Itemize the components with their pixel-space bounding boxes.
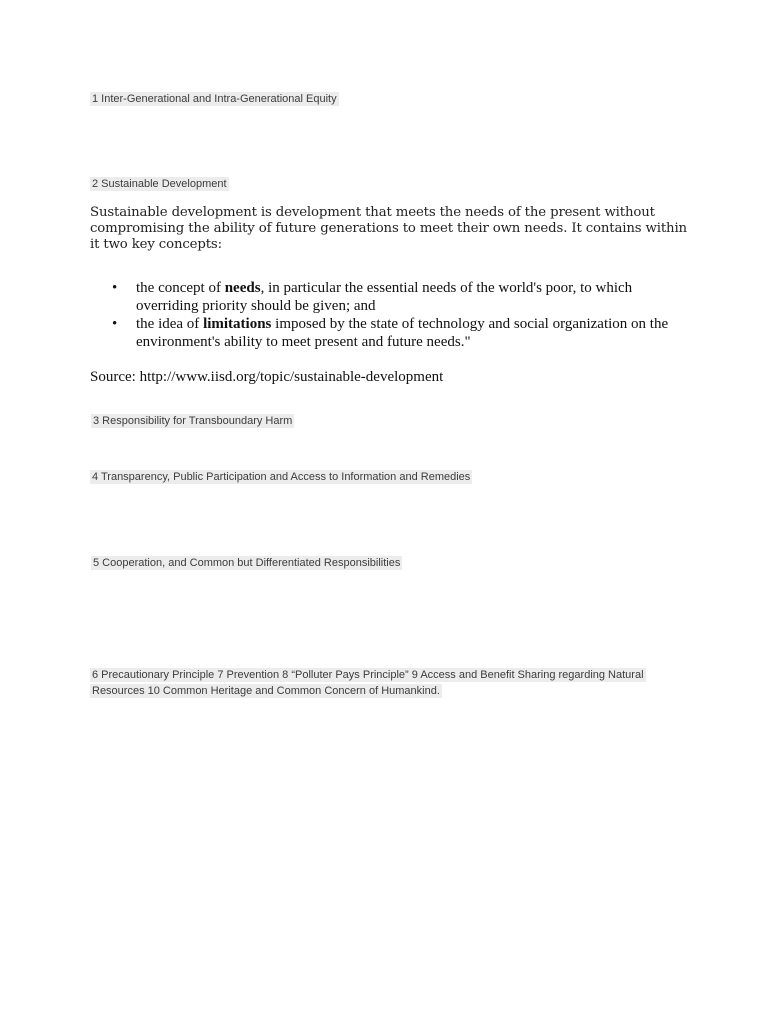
list-item-bold-term: needs bbox=[224, 280, 261, 296]
section-heading-5-text: 5 Cooperation, and Common but Differentiated Responsibilities bbox=[93, 557, 401, 569]
key-concepts-list bbox=[90, 279, 690, 351]
list-item-text-start: the concept of bbox=[136, 280, 225, 296]
section-heading-2-text: 2 Sustainable Development bbox=[92, 178, 227, 190]
section-heading-6-10 bbox=[90, 667, 680, 699]
bullet-icon: • bbox=[112, 280, 118, 296]
list-item-text-end: imposed by the state of technology and social organization on the environment's ability to meet present and future needs." bbox=[136, 316, 669, 350]
list-item-bold-term: limitations bbox=[203, 316, 272, 332]
section-heading-3-text: 3 Responsibility for Transboundary Harm bbox=[93, 415, 293, 427]
section-heading-3 bbox=[91, 413, 294, 429]
list-item-text-start: the idea of bbox=[136, 316, 204, 332]
definition-paragraph: Sustainable development is development that meets the needs of the present without compromising the ability of future generations to meet their own needs. It contains within it two key concepts: bbox=[90, 205, 687, 252]
list-item bbox=[90, 279, 690, 315]
section-heading-1-text: 1 Inter-Generational and Intra-Generational Equity bbox=[92, 93, 337, 105]
section-heading-2 bbox=[90, 176, 229, 192]
section-heading-5 bbox=[91, 555, 402, 571]
section-heading-6-10-text: 6 Precautionary Principle 7 Prevention 8 “Polluter Pays Principle” 9 Access and Benefit Sharing regarding Natural Resources 10 Common Heritage and Common Concern of Humankind. bbox=[92, 669, 644, 697]
section-heading-1 bbox=[90, 91, 339, 107]
list-item bbox=[90, 315, 690, 351]
section-heading-4 bbox=[90, 469, 472, 485]
list-item-text-end: , in particular the essential needs of the world's poor, to which overriding priority should be given; and bbox=[136, 280, 633, 314]
source-citation: Source: http://www.iisd.org/topic/sustainable-development bbox=[90, 369, 444, 385]
bullet-icon: • bbox=[112, 316, 118, 332]
section-heading-4-text: 4 Transparency, Public Participation and Access to Information and Remedies bbox=[92, 471, 471, 483]
